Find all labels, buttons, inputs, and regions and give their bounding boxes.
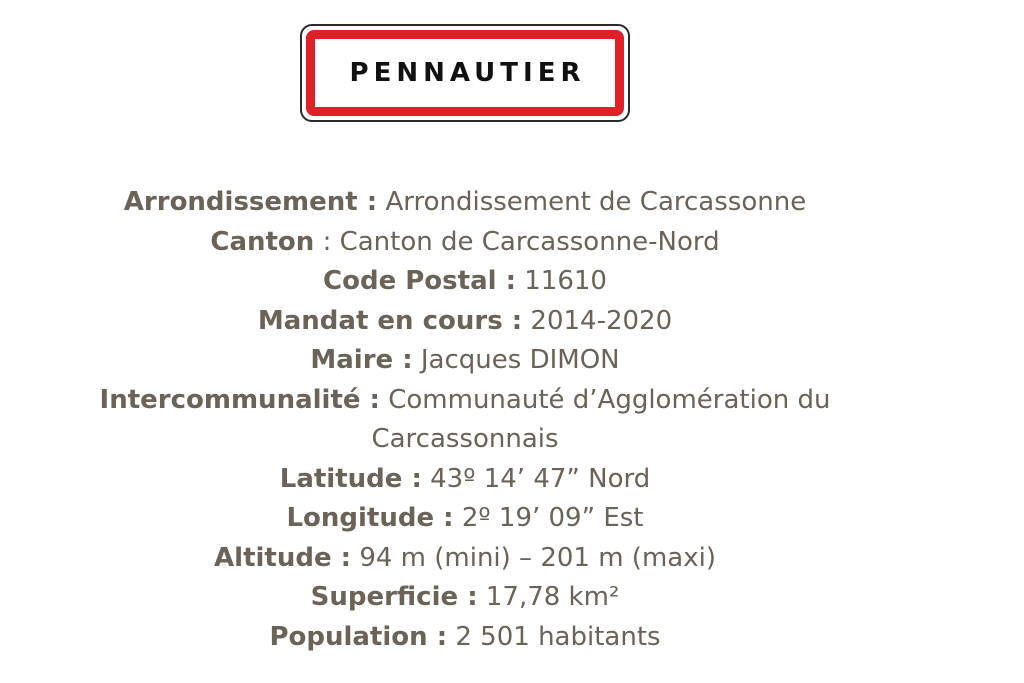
label-superficie: Superficie : — [310, 582, 478, 612]
row-population — [0, 618, 930, 658]
row-altitude — [0, 539, 930, 579]
label-longitude: Longitude : — [286, 503, 454, 533]
value-mandat: 2014-2020 — [530, 305, 673, 336]
row-intercommunalite — [0, 381, 930, 421]
row-mandat — [0, 302, 930, 342]
value-longitude: 2º 19’ 09” Est — [461, 503, 644, 533]
value-arrondissement: Arrondissement de Carcassonne — [385, 187, 807, 217]
value-superficie: 17,78 km² — [485, 582, 620, 612]
row-intercommunalite-continued — [0, 420, 930, 460]
label-intercommunalite: Intercommunalité : — [99, 384, 380, 415]
town-name: PENNAUTIER — [349, 58, 586, 88]
value-intercommunalite: Communauté d’Agglomération du — [388, 384, 831, 415]
row-code-postal — [0, 262, 930, 302]
row-maire — [0, 341, 930, 381]
commune-info — [0, 183, 930, 657]
value-canton: : Canton de Carcassonne-Nord — [322, 226, 720, 257]
label-arrondissement: Arrondissement : — [123, 187, 378, 217]
town-sign — [300, 24, 630, 122]
label-population: Population : — [269, 621, 448, 652]
row-canton — [0, 223, 930, 263]
value-intercommunalite-line2: Carcassonnais — [371, 424, 559, 454]
value-population: 2 501 habitants — [455, 621, 661, 652]
value-latitude: 43º 14’ 47” Nord — [430, 463, 651, 494]
value-maire: Jacques DIMON — [420, 345, 620, 375]
row-arrondissement — [0, 183, 930, 223]
label-altitude: Altitude : — [214, 542, 352, 573]
label-canton: Canton — [210, 226, 315, 257]
label-mandat: Mandat en cours : — [257, 305, 523, 336]
row-longitude — [0, 499, 930, 539]
label-latitude: Latitude : — [279, 463, 422, 494]
town-sign-red-border — [306, 30, 624, 116]
label-code-postal: Code Postal : — [323, 266, 516, 296]
value-altitude: 94 m (mini) – 201 m (maxi) — [359, 542, 716, 573]
row-latitude — [0, 460, 930, 500]
row-superficie — [0, 578, 930, 618]
label-maire: Maire : — [310, 345, 413, 375]
value-code-postal: 11610 — [524, 266, 607, 296]
